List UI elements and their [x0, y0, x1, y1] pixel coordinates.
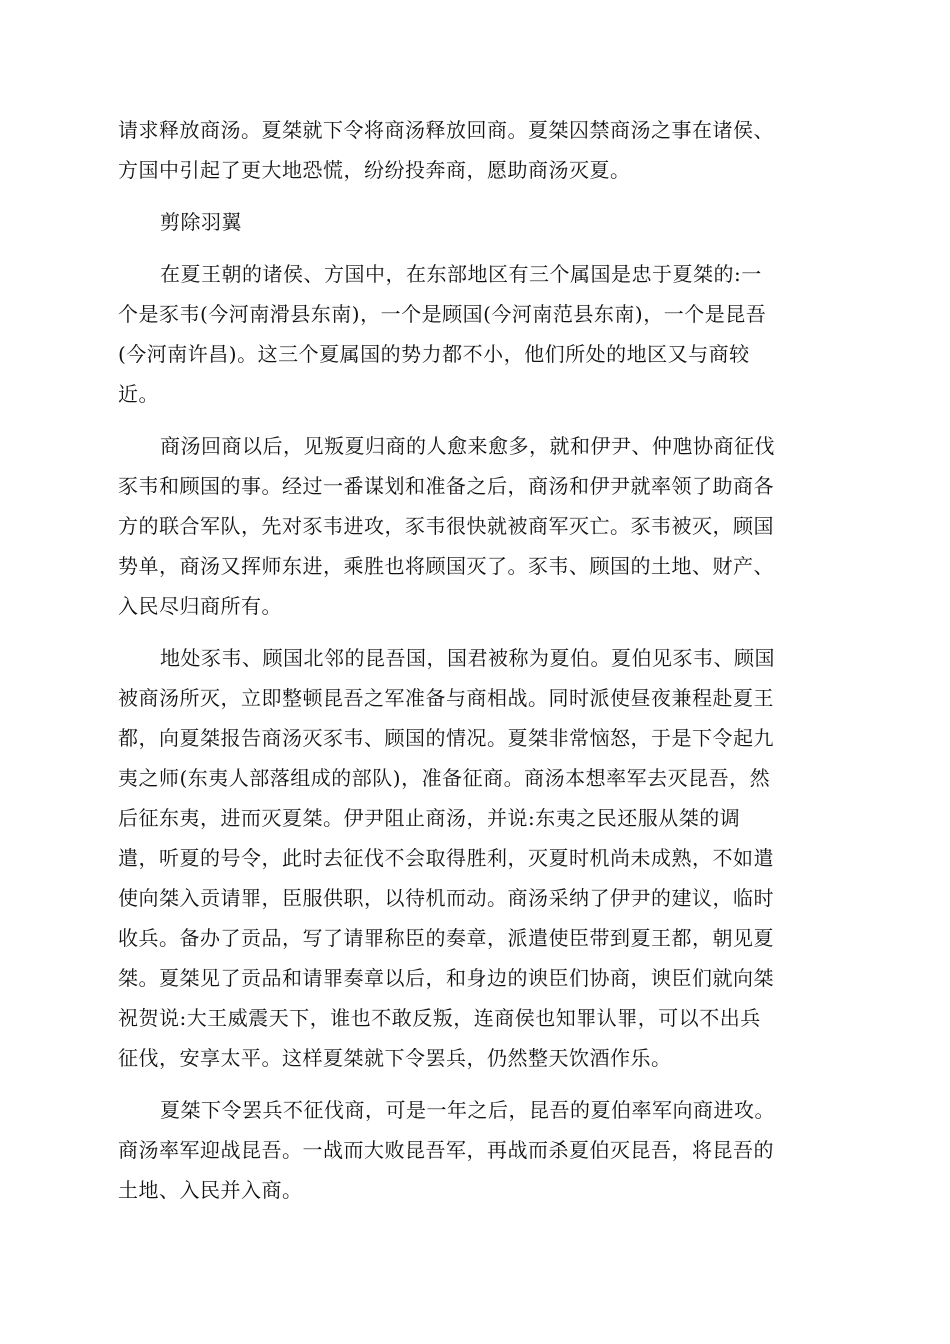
text-line: 夷之师(东夷人部落组成的部队)，准备征商。商汤本想率军去灭昆吾，然 — [118, 766, 771, 790]
text-line: 入民尽归商所有。 — [118, 594, 282, 618]
text-line: 个是豕韦(今河南滑县东南)，一个是顾国(今河南范县东南)，一个是昆吾 — [118, 302, 767, 326]
text-line: 祝贺说:大王威震天下，谁也不敢反叛，连商侯也知罪认罪，可以不出兵 — [118, 1006, 761, 1030]
text-line: 都，向夏桀报告商汤灭豕韦、顾国的情况。夏桀非常恼怒，于是下令起九 — [118, 726, 774, 750]
text-line: 收兵。备办了贡品，写了请罪称臣的奏章，派遣使臣带到夏王都，朝见夏 — [118, 926, 774, 950]
text-line: (今河南许昌)。这三个夏属国的势力都不小，他们所处的地区又与商较 — [118, 342, 750, 366]
text-line: 商汤回商以后，见叛夏归商的人愈来愈多，就和伊尹、仲虺协商征伐 — [160, 434, 775, 458]
text-line: 土地、入民并入商。 — [118, 1178, 303, 1202]
text-line: 桀。夏桀见了贡品和请罪奏章以后，和身边的谀臣们协商，谀臣们就向桀 — [118, 966, 774, 990]
text-line: 后征东夷，进而灭夏桀。伊尹阻止商汤，并说:东夷之民还服从桀的调 — [118, 806, 741, 830]
text-line: 在夏王朝的诸侯、方国中，在东部地区有三个属国是忠于夏桀的:一 — [160, 262, 762, 286]
text-line: 豕韦和顾国的事。经过一番谋划和准备之后，商汤和伊尹就率领了助商各 — [118, 474, 774, 498]
text-line: 商汤率军迎战昆吾。一战而大败昆吾军，再战而杀夏伯灭昆吾，将昆吾的 — [118, 1138, 774, 1162]
text-line: 被商汤所灭，立即整顿昆吾之军准备与商相战。同时派使昼夜兼程赴夏王 — [118, 686, 774, 710]
text-line: 势单，商汤又挥师东进，乘胜也将顾国灭了。豕韦、顾国的土地、财产、 — [118, 554, 774, 578]
text-line: 近。 — [118, 382, 159, 406]
text-line: 夏桀下令罢兵不征伐商，可是一年之后，昆吾的夏伯率军向商进攻。 — [160, 1098, 775, 1122]
text-line: 遣，听夏的号令，此时去征伐不会取得胜利，灭夏时机尚未成熟，不如遣 — [118, 846, 774, 870]
text-line: 方的联合军队，先对豕韦进攻，豕韦很快就被商军灭亡。豕韦被灭，顾国 — [118, 514, 774, 538]
text-line: 地处豕韦、顾国北邻的昆吾国，国君被称为夏伯。夏伯见豕韦、顾国 — [160, 646, 775, 670]
text-line: 请求释放商汤。夏桀就下令将商汤释放回商。夏桀囚禁商汤之事在诸侯、 — [118, 118, 774, 142]
section-heading: 剪除羽翼 — [160, 210, 242, 234]
text-line: 使向桀入贡请罪，臣服供职，以待机而动。商汤采纳了伊尹的建议，临时 — [118, 886, 774, 910]
text-line: 方国中引起了更大地恐慌，纷纷投奔商，愿助商汤灭夏。 — [118, 158, 631, 182]
text-line: 征伐，安享太平。这样夏桀就下令罢兵，仍然整天饮酒作乐。 — [118, 1046, 672, 1070]
